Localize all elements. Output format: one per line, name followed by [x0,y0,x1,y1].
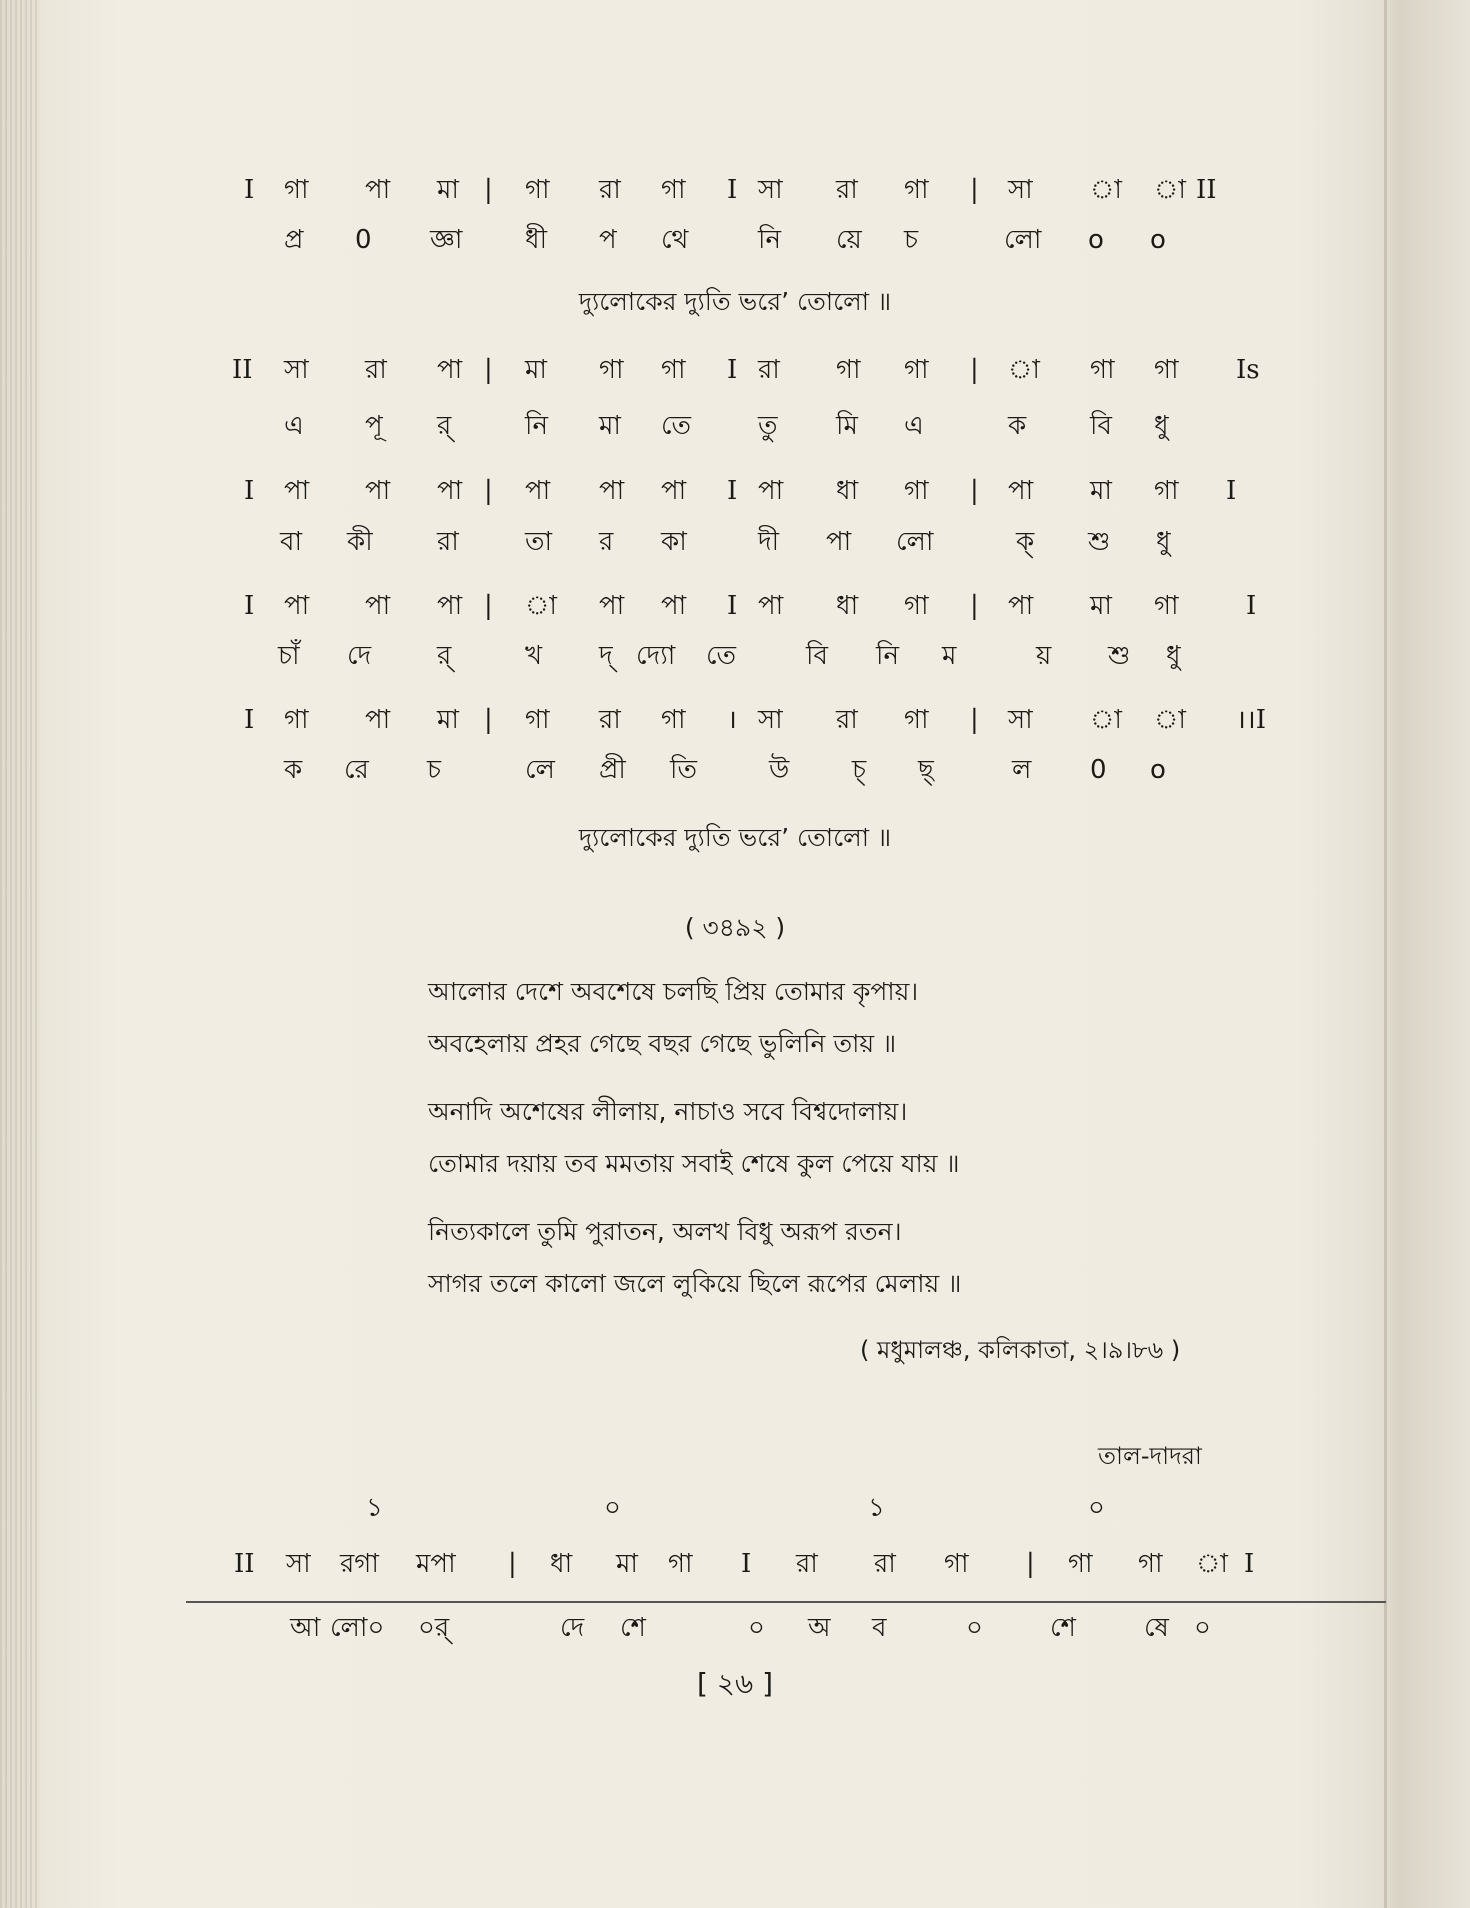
note: পা [365,175,391,205]
note: পা [599,476,625,506]
note: পা [365,705,391,735]
note: মা [1090,476,1112,506]
syllable: মা [599,411,621,441]
syllable: নি [758,225,781,255]
note: মা [1090,591,1112,621]
note: গা [904,705,929,735]
note: পা [437,476,463,506]
bar-marker: | [970,476,979,506]
verse-line: অনাদি অশেষের লীলায়, নাচাও সবে বিশ্বদোলায়। [428,1097,908,1126]
note: গা [1154,355,1179,385]
syllable: দে [347,641,372,671]
note: পা [758,591,784,621]
bar-marker: | [484,591,493,621]
bar-marker: ।।I [1236,705,1266,735]
syllable: র্ [437,641,452,671]
syllable: ষে [1144,1613,1169,1643]
verse-line: সাগর তলে কালো জলে লুকিয়ে ছিলে রূপের মেলায় ॥ [428,1269,962,1298]
syllable: o [1150,755,1166,785]
note: া [1090,705,1122,735]
note: পা [599,591,625,621]
syllable: তি [670,755,697,785]
syllable: মি [836,411,858,441]
note: সা [758,175,783,205]
note: পা [1008,591,1034,621]
syllable: নি [525,411,548,441]
bar-marker: | [970,591,979,621]
syllable: লো [896,527,934,557]
notation-row-5 [0,700,1470,740]
bar-marker: I [727,476,738,506]
beat-mark: ০ [604,1493,621,1523]
notation-row-6 [0,1544,1470,1584]
note: া [1154,705,1186,735]
note: গা [661,175,686,205]
syllable: দী [758,527,780,557]
bar-marker: | [484,175,493,205]
note: ধা [836,476,859,506]
syllable: তে [706,641,737,671]
note: সা [1008,705,1033,735]
syllable: প্রী [599,755,626,785]
note: পা [1008,476,1034,506]
note: পা [758,476,784,506]
bar-marker: | [970,175,979,205]
note: সা [758,705,783,735]
notation-row-2 [0,350,1470,390]
note: রা [599,705,621,735]
note: গা [1138,1549,1163,1579]
notation-row-1 [0,170,1470,210]
syllable: বি [806,641,828,671]
bar-marker: I [727,355,738,385]
bar-marker: | [484,355,493,385]
verse-line: তোমার দয়ায় তব মমতায় সবাই শেষে কুল পেয়ে যায় ॥ [428,1149,960,1178]
note: গা [944,1549,969,1579]
place-date-row [0,1330,1470,1370]
syllable: শু [1108,641,1131,671]
syllable: রে [344,755,369,785]
bar-marker: Is [1236,355,1260,385]
syllable: বা [280,527,303,557]
note: গা [599,355,624,385]
lyric-row-5 [0,750,1470,790]
note: া [1090,175,1122,205]
syllable: র [599,527,614,557]
beat-marks-row [0,1488,1470,1528]
syllable: ম [942,641,957,671]
refrain-line: দ্যুলোকের দ্যুতি ভরে’ তোলো ॥ [578,823,892,852]
bar-marker: । [727,705,737,735]
note: মা [437,175,459,205]
syllable: ধু [1156,527,1171,557]
lyric-row-1 [0,220,1470,260]
syllable: ০ [1194,1613,1211,1643]
syllable: খ [525,641,543,671]
bar-marker: I [741,1549,752,1579]
note: রা [796,1549,818,1579]
bar-marker: I [244,591,255,621]
syllable: ০ [748,1613,765,1643]
syllable: তে [661,411,692,441]
note: পা [365,476,391,506]
note: পা [284,591,310,621]
lyric-row-4 [0,636,1470,676]
bar-marker: I [244,476,255,506]
note: গা [904,476,929,506]
syllable: থে [661,225,689,255]
note: সা [284,355,309,385]
syllable: ক [1008,411,1027,441]
bar-marker: | [484,476,493,506]
syllable: লো০ [330,1613,385,1643]
syllable: ০র্ [418,1613,450,1643]
syllable: ধু [1154,411,1169,441]
note: গা [1068,1549,1093,1579]
syllable: উ [769,755,790,785]
syllable: লো [1004,225,1042,255]
syllable: প্র [284,225,304,255]
lyric-row-2 [0,406,1470,446]
note: পা [284,476,310,506]
note: মা [616,1549,638,1579]
bar-marker: I [244,705,255,735]
bar-marker: I [1244,1549,1255,1579]
syllable: লে [525,755,555,785]
syllable: চাঁ [278,641,300,671]
syllable: র্ [437,411,452,441]
syllable: বি [1090,411,1112,441]
bar-marker: | [484,705,493,735]
notation-row-4 [0,586,1470,626]
note: সা [286,1549,311,1579]
syllable: কী [347,527,373,557]
syllable: শু [1088,527,1111,557]
note: রা [365,355,387,385]
bar-marker: II [232,355,253,385]
refrain-line: দ্যুলোকের দ্যুতি ভরে’ তোলো ॥ [578,287,892,316]
syllable: শে [620,1613,646,1643]
lyric-row-6 [0,1608,1470,1648]
bar-marker: II [234,1549,255,1579]
bar-marker: I [727,591,738,621]
notation-row-3 [0,471,1470,511]
note: পা [661,476,687,506]
syllable: এ [904,411,924,441]
bar-marker: II [1196,175,1217,205]
page-number: [ ২৬ ] [696,1667,774,1700]
bar-marker: | [1026,1549,1035,1579]
tala-row [0,1436,1470,1476]
tala-label: তাল-দাদরা [1098,1442,1202,1470]
place-date: ( মধুমালঞ্চ, কলিকাতা, ২।৯।৮৬ ) [860,1336,1181,1364]
syllable: ক [284,755,303,785]
syllable: নি [876,641,899,671]
note: মা [525,355,547,385]
syllable: শে [1050,1613,1076,1643]
note: পা [525,476,551,506]
note: া [1008,355,1040,385]
note: গা [525,175,550,205]
syllable: ০ [966,1613,983,1643]
syllable: য় [1036,641,1052,671]
note: ধা [836,591,859,621]
beat-mark: ০ [1088,1493,1105,1523]
beat-mark: ১ [868,1493,885,1523]
note: া [1196,1549,1228,1579]
note: গা [661,705,686,735]
bar-marker: I [244,175,255,205]
note: রগা [340,1549,379,1579]
note: মা [437,705,459,735]
verse-line: নিত্যকালে তুমি পুরাতন, অলখ বিধু অরূপ রতন। [428,1217,902,1246]
note: গা [904,175,929,205]
syllable: ধু [1166,641,1181,671]
syllable: এ [284,411,304,441]
note: া [1154,175,1186,205]
note: গা [1154,591,1179,621]
note: রা [836,705,858,735]
note: পা [437,591,463,621]
syllable: 0 [355,225,372,255]
syllable: দ্ [599,641,613,671]
note: গা [904,591,929,621]
syllable: ধী [525,225,548,255]
syllable: জ্ঞা [430,225,463,255]
note: গা [668,1549,693,1579]
song-number: ( ৩৪৯২ ) [684,913,786,942]
bar-marker: | [970,355,979,385]
syllable: কা [661,527,687,557]
note: গা [904,355,929,385]
note: রা [836,175,858,205]
note: গা [1154,476,1179,506]
note: পা [661,591,687,621]
syllable: চ [427,755,442,785]
note: গা [284,175,309,205]
note: রা [599,175,621,205]
syllable: পূ [365,411,383,441]
syllable: o [1088,225,1104,255]
syllable: ক্ [1016,527,1035,557]
lyric-row-3 [0,522,1470,562]
syllable: দে [560,1613,585,1643]
syllable: দ্যো [636,641,676,671]
note: ধা [550,1549,573,1579]
note: সা [1008,175,1033,205]
syllable: প [599,225,617,255]
note: পা [365,591,391,621]
syllable: ছ্ [918,755,934,785]
bar-marker: | [970,705,979,735]
note: রা [874,1549,896,1579]
note: পা [437,355,463,385]
bar-marker: I [1246,591,1257,621]
note: গা [525,705,550,735]
syllable: 0 [1090,755,1107,785]
bar-marker: I [727,175,738,205]
syllable: ব [872,1613,887,1643]
bar-marker: I [1226,476,1237,506]
note: রা [758,355,780,385]
syllable: অ [808,1613,831,1643]
syllable: পা [826,527,852,557]
syllable: চ [904,225,919,255]
syllable: য়ে [836,225,862,255]
syllable: রা [437,527,459,557]
syllable: o [1150,225,1166,255]
verse-line: অবহেলায় প্রহর গেছে বছর গেছে ভুলিনি তায় ॥ [428,1029,897,1058]
footnote-rule [186,1601,1386,1603]
note: া [525,591,557,621]
syllable: তু [758,411,778,441]
beat-mark: ১ [366,1493,383,1523]
note: গা [1090,355,1115,385]
syllable: তা [525,527,553,557]
verse-line: আলোর দেশে অবশেষে চলছি প্রিয় তোমার কৃপায়। [428,977,919,1006]
note: গা [836,355,861,385]
syllable: চ্ [852,755,867,785]
bar-marker: | [508,1549,517,1579]
note: মপা [416,1549,456,1579]
syllable: আ [290,1613,321,1643]
note: গা [284,705,309,735]
note: গা [661,355,686,385]
syllable: ল [1012,755,1032,785]
